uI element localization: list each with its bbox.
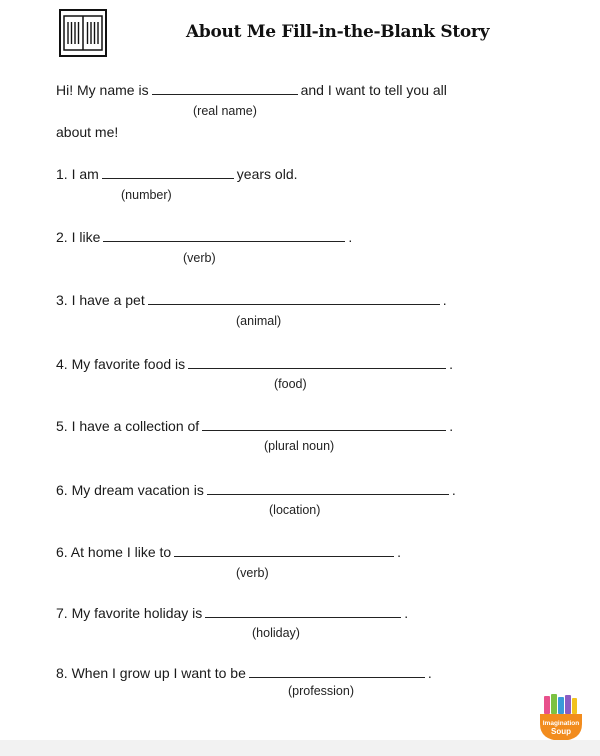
item-2-prefix: 2. I like (56, 229, 101, 245)
item-8-blank[interactable] (205, 605, 401, 618)
item-1-suffix: years old. (236, 166, 298, 182)
name-hint: (real name) (193, 104, 257, 118)
item-2-hint: (verb) (183, 251, 216, 265)
item-2 (56, 228, 352, 246)
intro-before-text: Hi! My name is (56, 82, 149, 98)
item-1-blank[interactable] (102, 166, 234, 179)
item-8 (56, 604, 408, 622)
item-5-hint: (plural noun) (264, 439, 335, 453)
name-blank[interactable] (152, 82, 298, 95)
item-2-blank[interactable] (103, 229, 345, 242)
intro-continuation: about me! (56, 124, 119, 140)
item-6-suffix: . (451, 482, 456, 498)
item-4-blank[interactable] (188, 356, 446, 369)
item-9 (56, 664, 432, 682)
item-6-prefix: 6. My dream vacation is (56, 482, 204, 498)
item-1-hint: (number) (121, 188, 172, 202)
item-3-prefix: 3. I have a pet (56, 292, 145, 308)
item-7-suffix: . (397, 544, 402, 560)
item-9-blank[interactable] (249, 665, 425, 678)
intro-after-text: and I want to tell you all (300, 82, 447, 98)
item-3-blank[interactable] (148, 292, 440, 305)
open-book-icon (58, 8, 108, 58)
item-9-suffix: . (427, 665, 432, 681)
item-1-prefix: 1. I am (56, 166, 99, 182)
item-6-hint: (location) (269, 503, 321, 517)
item-9-prefix: 8. When I grow up I want to be (56, 665, 246, 681)
logo-line1: Imagination (542, 720, 580, 727)
item-7-hint: (verb) (236, 566, 269, 580)
item-5 (56, 417, 453, 435)
page-title: About Me Fill-in-the-Blank Story (186, 22, 490, 42)
item-5-suffix: . (449, 418, 454, 434)
item-8-suffix: . (404, 605, 409, 621)
intro-line (56, 81, 447, 99)
item-4-suffix: . (449, 356, 454, 372)
item-3-hint: (animal) (236, 314, 282, 328)
item-6-blank[interactable] (207, 482, 449, 495)
item-5-prefix: 5. I have a collection of (56, 418, 200, 434)
logo-line2: Soup (551, 727, 571, 736)
item-8-prefix: 7. My favorite holiday is (56, 605, 203, 621)
item-8-hint: (holiday) (252, 626, 300, 640)
item-7-prefix: 6. At home I like to (56, 544, 172, 560)
item-5-blank[interactable] (202, 418, 446, 431)
item-2-suffix: . (348, 229, 353, 245)
item-3-suffix: . (442, 292, 447, 308)
item-9-hint: (profession) (288, 684, 354, 698)
item-4-prefix: 4. My favorite food is (56, 356, 186, 372)
page-bottom-margin (0, 740, 600, 756)
item-1 (56, 165, 298, 183)
item-4-hint: (food) (274, 377, 307, 391)
item-7-blank[interactable] (174, 544, 394, 557)
item-3 (56, 291, 447, 309)
imagination-soup-logo (538, 694, 584, 744)
item-7 (56, 543, 401, 561)
item-4 (56, 355, 453, 373)
item-6 (56, 481, 456, 499)
